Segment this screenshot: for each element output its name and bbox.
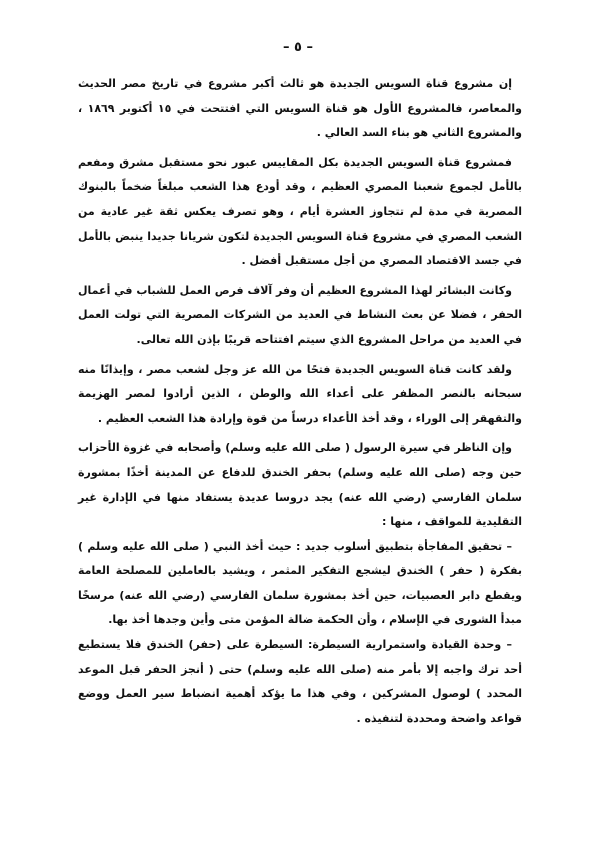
- list-item-leadership: [78, 633, 522, 731]
- paragraph-job-opportunities: وكانت البشائر لهذا المشروع العظيم أن وفر آلاف فرص العمل للشباب في أعمال الحفر ، فضلا عن بعث النشاط في العديد من الشركات المصرية التي تولت العمل في العديد من مراحل المشروع الذي سيتم افتتاحه قريبًا بإذن الله تعالى.: [78, 283, 522, 346]
- list-item-heading: – تحقيق المفاجأة بتطبيق أسلوب جديد :: [296, 539, 512, 553]
- paragraph-suez-third-project: إن مشروع قناة السويس الجديدة هو ثالث أكبر مشروع في تاريخ مصر الحديث والمعاصر، فالمشروع الأول هو قناة السويس التي افتتحت في ١٥ أكتوبر ١٨٦٩ ، والمشروع الثاني هو بناء السد العالي .: [78, 77, 522, 140]
- list-item-text: السيطرة على (حفر) الخندق فلا يستطيع أحد ترك واجبه إلا بأمر منه (صلى الله عليه وسلم) حتى ( أنجز الحفر قبل الموعد المحدد ) لوصول المشركين ، وفي هذا ما يؤكد أهمية انضباط سير العمل ووضع قواعد واضحة ومحددة لتنفيذه .: [78, 638, 522, 725]
- paragraph-victory: ولقد كانت قناة السويس الجديدة فتحًا من الله عز وجل لشعب مصر ، وإيذانًا منه سبحانه بالنصر المظفر على أعداء الله والوطن ، الذين أرادوا لمصر الهزيمة والتقهقر إلى الوراء ، وقد أخذ الأعداء درساً من قوة وإرادة هذا الشعب العظيم .: [78, 362, 522, 425]
- document-body: [78, 72, 522, 731]
- list-item-text: حيث أخذ النبي ( صلى الله عليه وسلم ) بفكرة ( حفر ) الخندق ليشجع التفكير المثمر ، ويشيد بالعاملين للمصلحة العامة ويقطع دابر العصبيات، حين أخذ بمشورة سلمان الفارسي (رضي الله عنه) مرسخًا مبدأ الشورى في الإسلام ، وأن الحكمة ضالة المؤمن متى وأين وجدها أخذ بها.: [78, 539, 522, 627]
- list-item-surprise: [78, 535, 522, 633]
- paragraph-future-hope: فمشروع قناة السويس الجديدة بكل المقاييس عبور نحو مستقبل مشرق ومفعم بالأمل لجموع شعبنا المصري العظيم ، وقد أودع هذا الشعب مبلغاً ضخماً بالبنوك المصرية في مدة لم تتجاوز العشرة أيام ، وهو تصرف يعكس ثقة غير عادية من الشعب المصري في مشروع قناة السويس الجديدة لتكون شريانا جديدا ينبض بالأمل في جسد الاقتصاد المصري من أجل مستقبل أفضل .: [78, 155, 522, 268]
- page-number: – ٥ –: [283, 40, 313, 55]
- list-item-heading: – وحدة القيادة واستمرارية السيطرة:: [307, 638, 512, 652]
- paragraph-trench-lessons: وإن الناظر في سيرة الرسول ( صلى الله عليه وسلم) وأصحابه في غزوة الأحزاب حين وجه (صلى الله عليه وسلم) بحفر الخندق للدفاع عن المدينة أخذًا بمشورة سلمان الفارسي (رضي الله عنه) يجد دروسا عديدة يستفاد منها في الإدارة غير التقليدية للمواقف ، منها :: [78, 441, 522, 529]
